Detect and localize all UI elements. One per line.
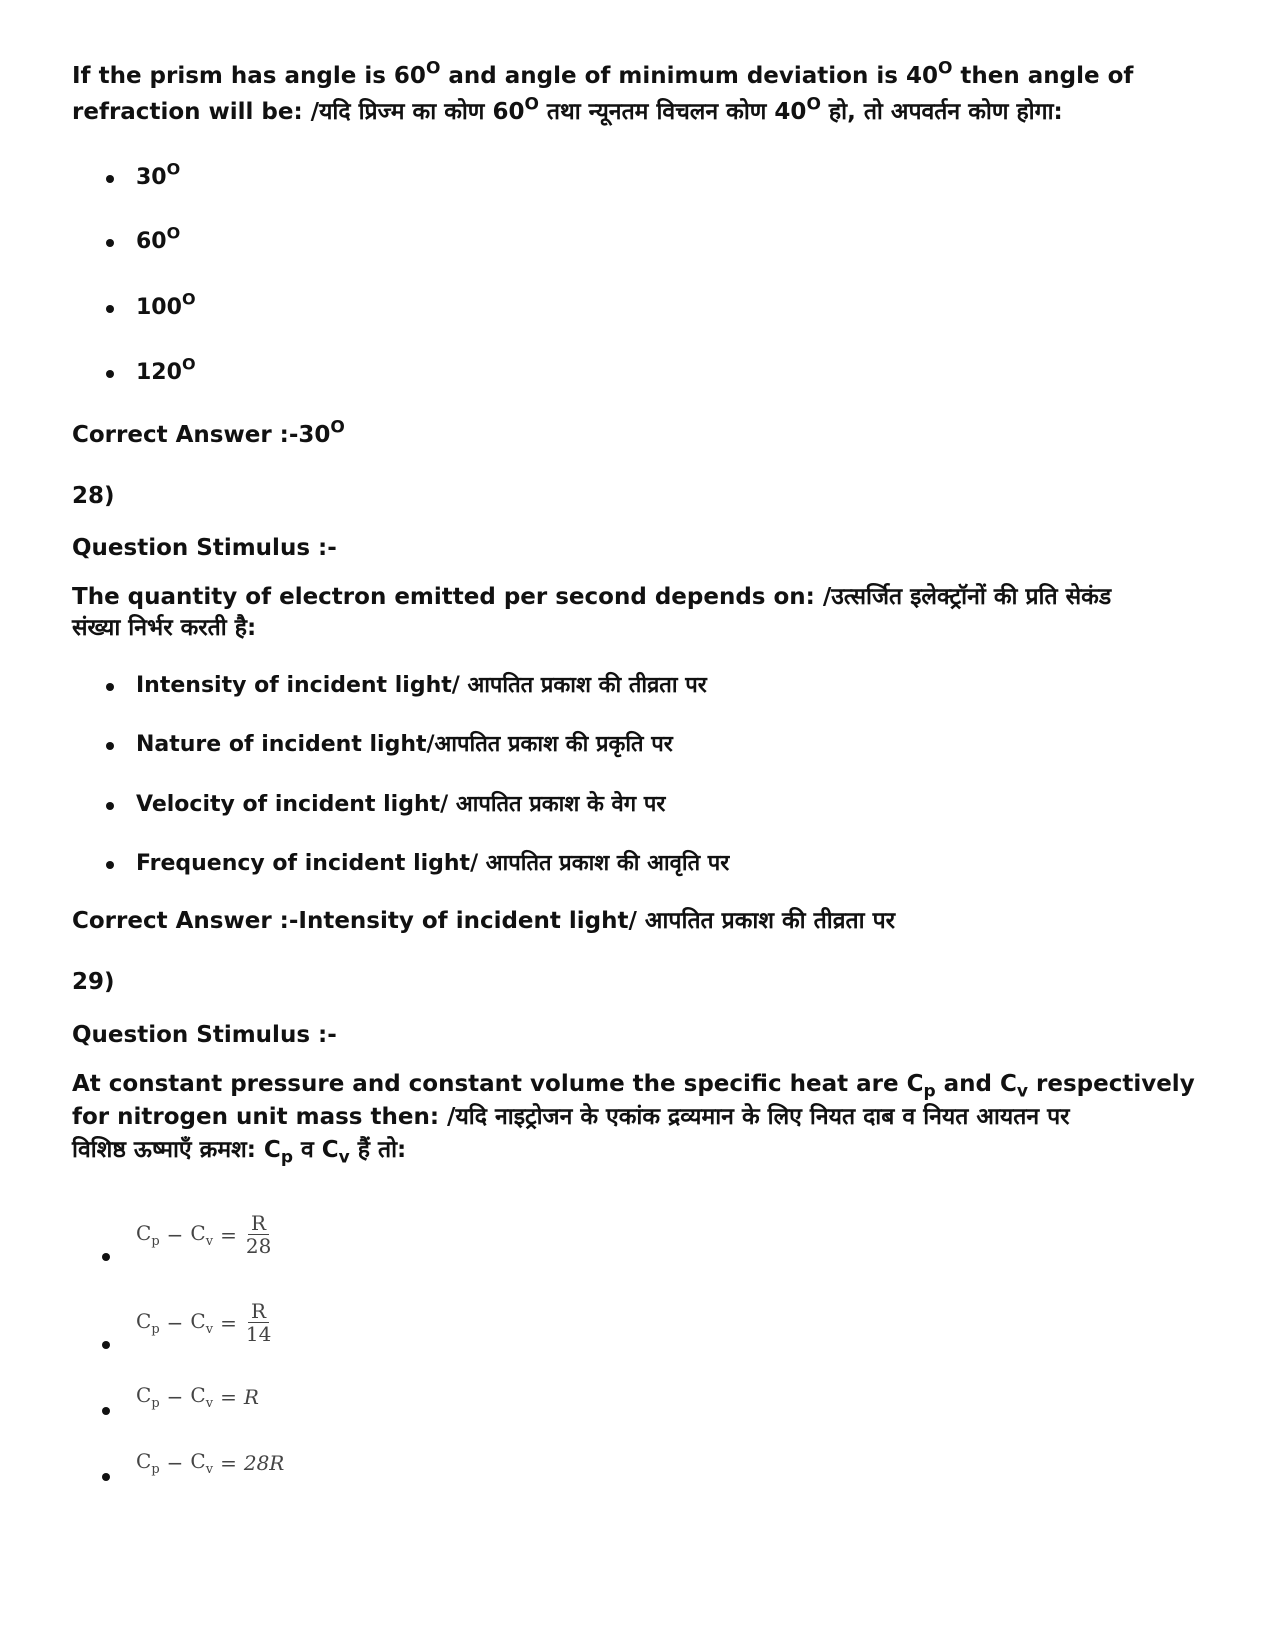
q29-number: 29) — [72, 969, 115, 995]
q28-option-3[interactable]: Velocity of incident light/ आपतित प्रकाश के वेग पर — [72, 789, 1212, 821]
q27-option-1[interactable]: $30^O$ — [72, 162, 1212, 194]
document-page — [72, 58, 1212, 1489]
q28-stimulus-label: Question Stimulus :- — [72, 535, 337, 561]
q29-stimulus-label: Question Stimulus :- — [72, 1022, 337, 1048]
q29-question-text: At constant pressure and constant volume the specific heat are $C_p$ and $C_v$ respectively for nitrogen unit mass then: /यदि नाइट्रोजन के एकांक द्रव्यमान के लिए नियत दाब व नियत आयतन पर विशिष्ठ ऊष्माएँ क्रमश: $C_p$ व $C_v$ हैं तो: — [72, 1071, 1195, 1168]
q27-option-3[interactable]: $100^O$ — [72, 292, 1212, 324]
q29-option-4[interactable] — [72, 1423, 1212, 1489]
q27-option-4[interactable]: $120^O$ — [72, 357, 1212, 389]
q29-option-1[interactable] — [72, 1181, 1212, 1269]
q28-correct-answer: Correct Answer :-Intensity of incident light/ आपतित प्रकाश की तीव्रता पर — [72, 908, 896, 934]
q29-option-2[interactable] — [72, 1269, 1212, 1357]
q27-correct-answer: Correct Answer $:-30^O$ — [72, 417, 345, 448]
q28-option-4[interactable]: Frequency of incident light/ आपतित प्रकाश की आवृति पर — [72, 848, 1212, 880]
q29-option-3[interactable] — [72, 1357, 1212, 1423]
q27-options — [72, 159, 1212, 389]
formula-cp-minus-cv-28r: $C_p$ − $C_v$ = 28R — [136, 1449, 285, 1477]
q28-option-1[interactable]: Intensity of incident light/ आपतित प्रकाश की तीव्रता पर — [72, 670, 1212, 702]
formula-cp-minus-cv-r: $C_p$ − $C_v$ = R — [136, 1383, 259, 1411]
q28-question-text: The quantity of electron emitted per second depends on: /उत्सर्जित इलेक्ट्रॉनों की प्रति सेकंड संख्या निर्भर करती है: — [72, 584, 1112, 641]
q29-options — [72, 1181, 1212, 1489]
q28-options — [72, 670, 1212, 880]
q28-option-2[interactable]: Nature of incident light/आपतित प्रकाश की प्रकृति पर — [72, 729, 1212, 761]
formula-cp-minus-cv-r-over-14: $C_p$ − $C_v$ = $\frac{R}{14}$ — [136, 1299, 272, 1346]
q28-number: 28) — [72, 483, 115, 509]
formula-cp-minus-cv-r-over-28: $C_p$ − $C_v$ = $\frac{R}{28}$ — [136, 1211, 272, 1258]
q27-question-text: If the prism has angle is $60^O$ and angle of minimum deviation is $40^O$ then angle of refraction will be: /यदि प्रिज्म का कोण $60^O$ तथा न्यूनतम विचलन कोण $40^O$ हो, तो अपवर्तन कोण होगा: — [72, 58, 1134, 125]
q27-option-2[interactable]: $60^O$ — [72, 226, 1212, 258]
